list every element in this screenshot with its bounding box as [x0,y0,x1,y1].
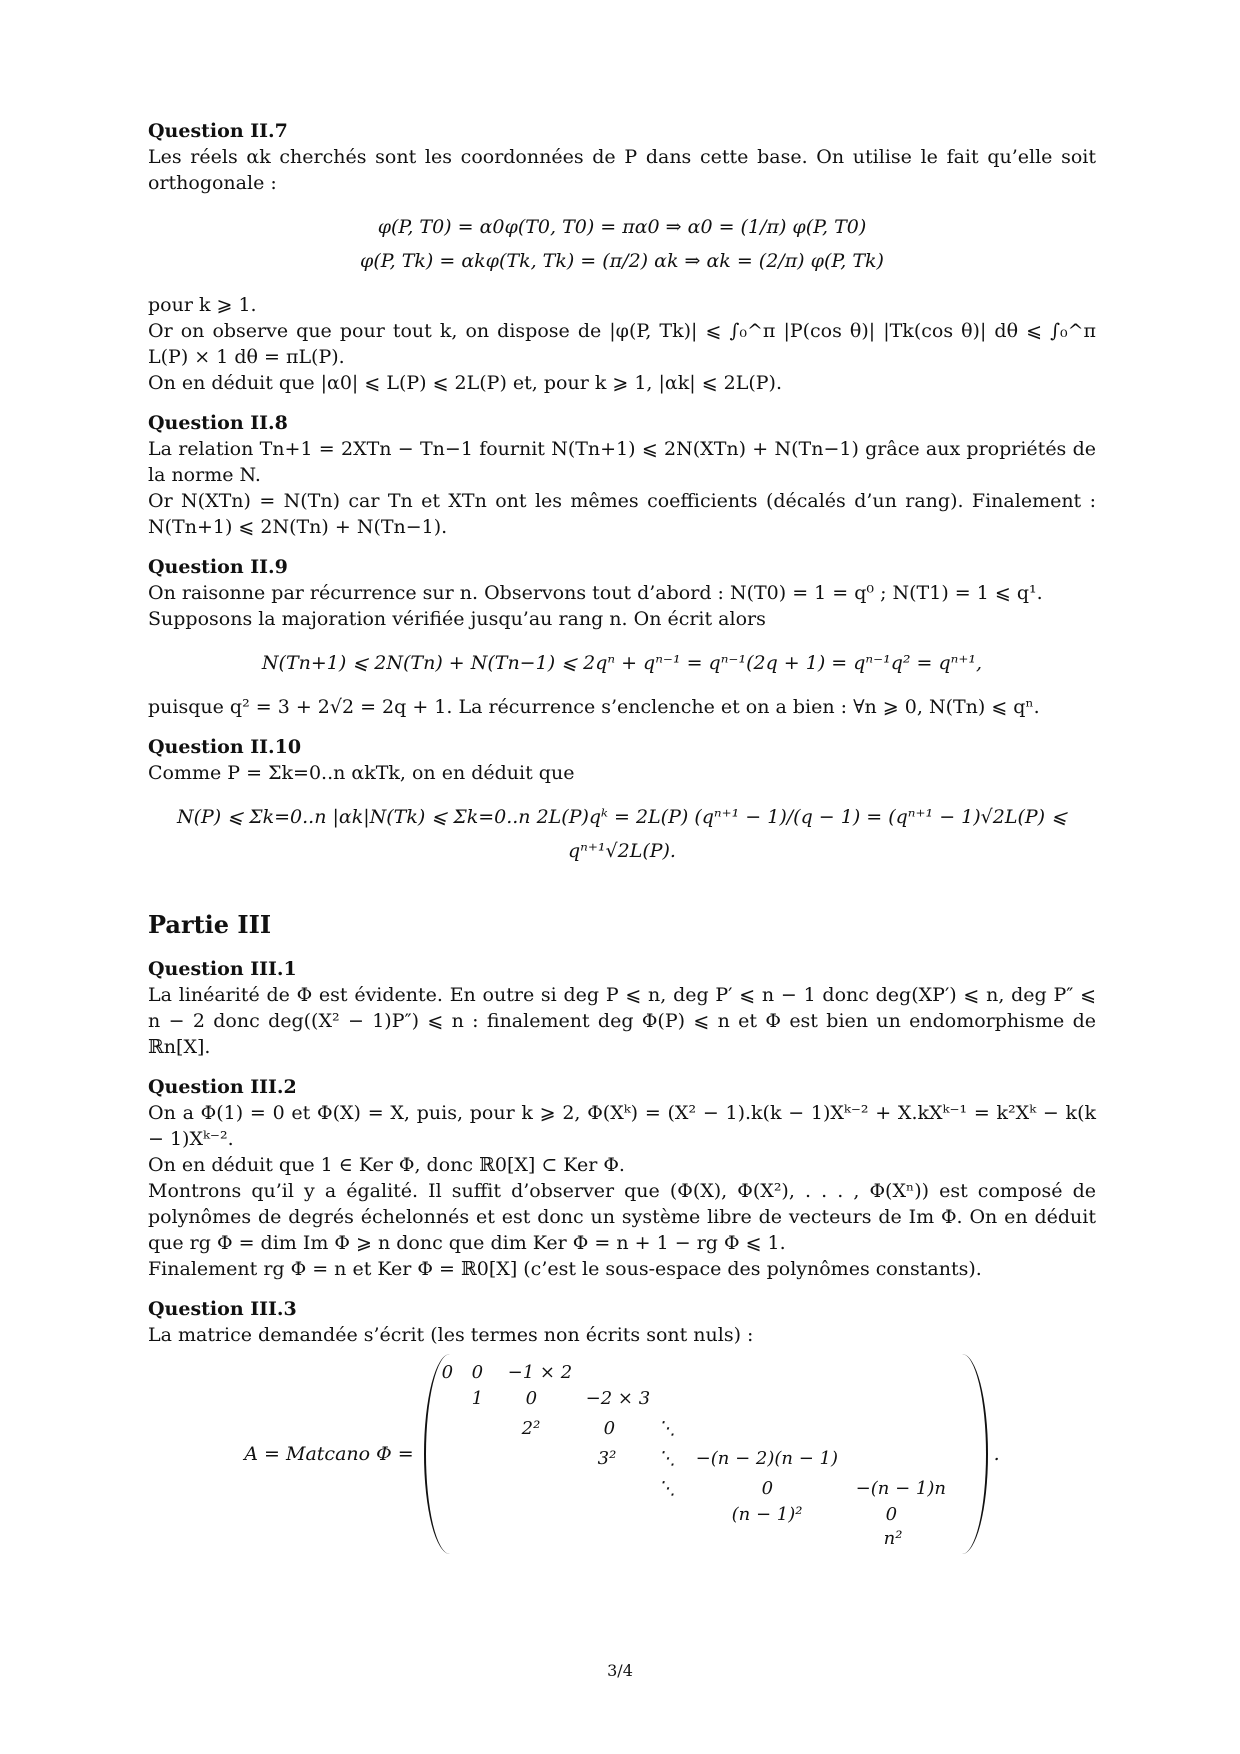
question-3-3 [148,1296,1096,1554]
matrix-entry: −2 × 3 [585,1388,651,1409]
paragraph: On raisonne par récurrence sur n. Observons tout d’abord : N(T0) = 1 = q⁰ ; N(T1) = 1 ⩽ q¹. [148,582,1043,604]
matrix-label: A = Matcano Φ = [244,1443,414,1465]
question-title: Question III.2 [148,1076,297,1098]
question-title: Question II.9 [148,556,288,578]
matrix-entry: 0 [471,1362,484,1383]
page-number: 3/4 [607,1661,633,1680]
equation: N(Tn+1) ⩽ 2N(Tn) + N(Tn−1) ⩽ 2qⁿ + qⁿ⁻¹ = qⁿ⁻¹(2q + 1) = qⁿ⁻¹q² = qⁿ⁺¹, [261,652,983,674]
paragraph: On en déduit que |α0| ⩽ L(P) ⩽ 2L(P) et, pour k ⩾ 1, |αk| ⩽ 2L(P). [148,372,783,394]
matrix-entry: n² [883,1528,903,1549]
equation-line: φ(P, Tk) = αkφ(Tk, Tk) = (π/2) αk ⇒ αk = (2/π) φ(P, Tk) [360,250,884,272]
matrix-entry: ⋱ [657,1478,676,1499]
question-title: Question III.3 [148,1298,297,1320]
question-3-2 [148,1074,1096,1282]
question-2-8 [148,410,1096,540]
paragraph: Or on observe que pour tout k, on dispose de |φ(P, Tk)| ⩽ ∫₀^π |P(cos θ)| |Tk(cos θ)| dθ ⩽ ∫₀^π L(P) × 1 dθ = πL(P). [148,320,1096,368]
part-heading: Partie III [148,910,272,939]
paragraph: Or N(XTn) = N(Tn) car Tn et XTn ont les mêmes coefficients (décalés d’un rang). Finalement : N(Tn+1) ⩽ 2N(Tn) + N(Tn−1). [148,490,1096,538]
matrix-entry: 0 [525,1388,538,1409]
paragraph: Supposons la majoration vérifiée jusqu’au rang n. On écrit alors [148,608,766,630]
matrix [424,1354,988,1554]
question-title: Question II.7 [148,120,288,142]
matrix-entry: 3² [597,1448,617,1469]
matrix-equation [148,1354,1096,1554]
matrix-entry: 0 [441,1362,454,1383]
question-title: Question III.1 [148,958,297,980]
paragraph: On a Φ(1) = 0 et Φ(X) = X, puis, pour k ⩾ 2, Φ(Xᵏ) = (X² − 1).k(k − 1)Xᵏ⁻² + X.kXᵏ⁻¹ = k²Xᵏ − k(k − 1)Xᵏ⁻². [148,1102,1096,1150]
paragraph: Finalement rg Φ = n et Ker Φ = ℝ0[X] (c’est le sous-espace des polynômes constants). [148,1258,982,1280]
equation [148,210,1096,278]
matrix-entry: −(n − 2)(n − 1) [695,1448,838,1469]
equation: N(P) ⩽ Σk=0..n |αk|N(Tk) ⩽ Σk=0..n 2L(P)qᵏ = 2L(P) (qⁿ⁺¹ − 1)/(q − 1) = (qⁿ⁺¹ − 1)√2L(P) ⩽ qⁿ⁺¹√2L(P). [176,806,1068,862]
page-content [148,118,1096,1568]
paragraph: pour k ⩾ 1. [148,294,257,316]
paragraph: Montrons qu’il y a égalité. Il suffit d’observer que (Φ(X), Φ(X²), . . . , Φ(Xⁿ)) est composé de polynômes de degrés échelonnés et est donc un système libre de vecteurs de Im Φ. On en déduit que rg Φ = dim Im Φ ⩾ n donc que dim Ker Φ = n + 1 − rg Φ ⩽ 1. [148,1180,1096,1254]
paragraph: On en déduit que 1 ∈ Ker Φ, donc ℝ0[X] ⊂ Ker Φ. [148,1154,625,1176]
paragraph: La relation Tn+1 = 2XTn − Tn−1 fournit N(Tn+1) ⩽ 2N(XTn) + N(Tn−1) grâce aux propriétés de la norme N. [148,438,1096,486]
matrix-entry: −(n − 1)n [855,1478,946,1499]
question-2-10 [148,734,1096,868]
paragraph: La linéarité de Φ est évidente. En outre si deg P ⩽ n, deg P′ ⩽ n − 1 donc deg(XP′) ⩽ n, deg P″ ⩽ n − 2 donc deg((X² − 1)P″) ⩽ n : finalement deg Φ(P) ⩽ n et Φ est bien un endomorphisme de ℝn[X]. [148,984,1096,1058]
matrix-entry: 0 [603,1418,616,1439]
matrix-entry: 0 [885,1504,898,1525]
paragraph: La matrice demandée s’écrit (les termes non écrits sont nuls) : [148,1324,754,1346]
paragraph: puisque q² = 3 + 2√2 = 2q + 1. La récurrence s’enclenche et on a bien : ∀n ⩾ 0, N(Tn) ⩽ qⁿ. [148,696,1040,718]
matrix-entry: ⋱ [657,1418,676,1439]
paragraph: Les réels αk cherchés sont les coordonnées de P dans cette base. On utilise le fait qu’elle soit orthogonale : [148,146,1096,194]
matrix-entry: (n − 1)² [731,1504,803,1525]
question-title: Question II.10 [148,736,302,758]
paragraph: Comme P = Σk=0..n αkTk, on en déduit que [148,762,575,784]
matrix-entry: 2² [521,1418,541,1439]
matrix-entry: ⋱ [657,1448,676,1469]
question-2-9 [148,554,1096,720]
period: . [993,1443,1000,1465]
matrix-entry: 1 [471,1388,484,1409]
matrix-entry: 0 [761,1478,774,1499]
question-title: Question II.8 [148,412,288,434]
question-2-7 [148,118,1096,396]
question-3-1 [148,956,1096,1060]
matrix-entry: −1 × 2 [507,1362,573,1383]
equation-line: φ(P, T0) = α0φ(T0, T0) = πα0 ⇒ α0 = (1/π) φ(P, T0) [377,216,867,238]
